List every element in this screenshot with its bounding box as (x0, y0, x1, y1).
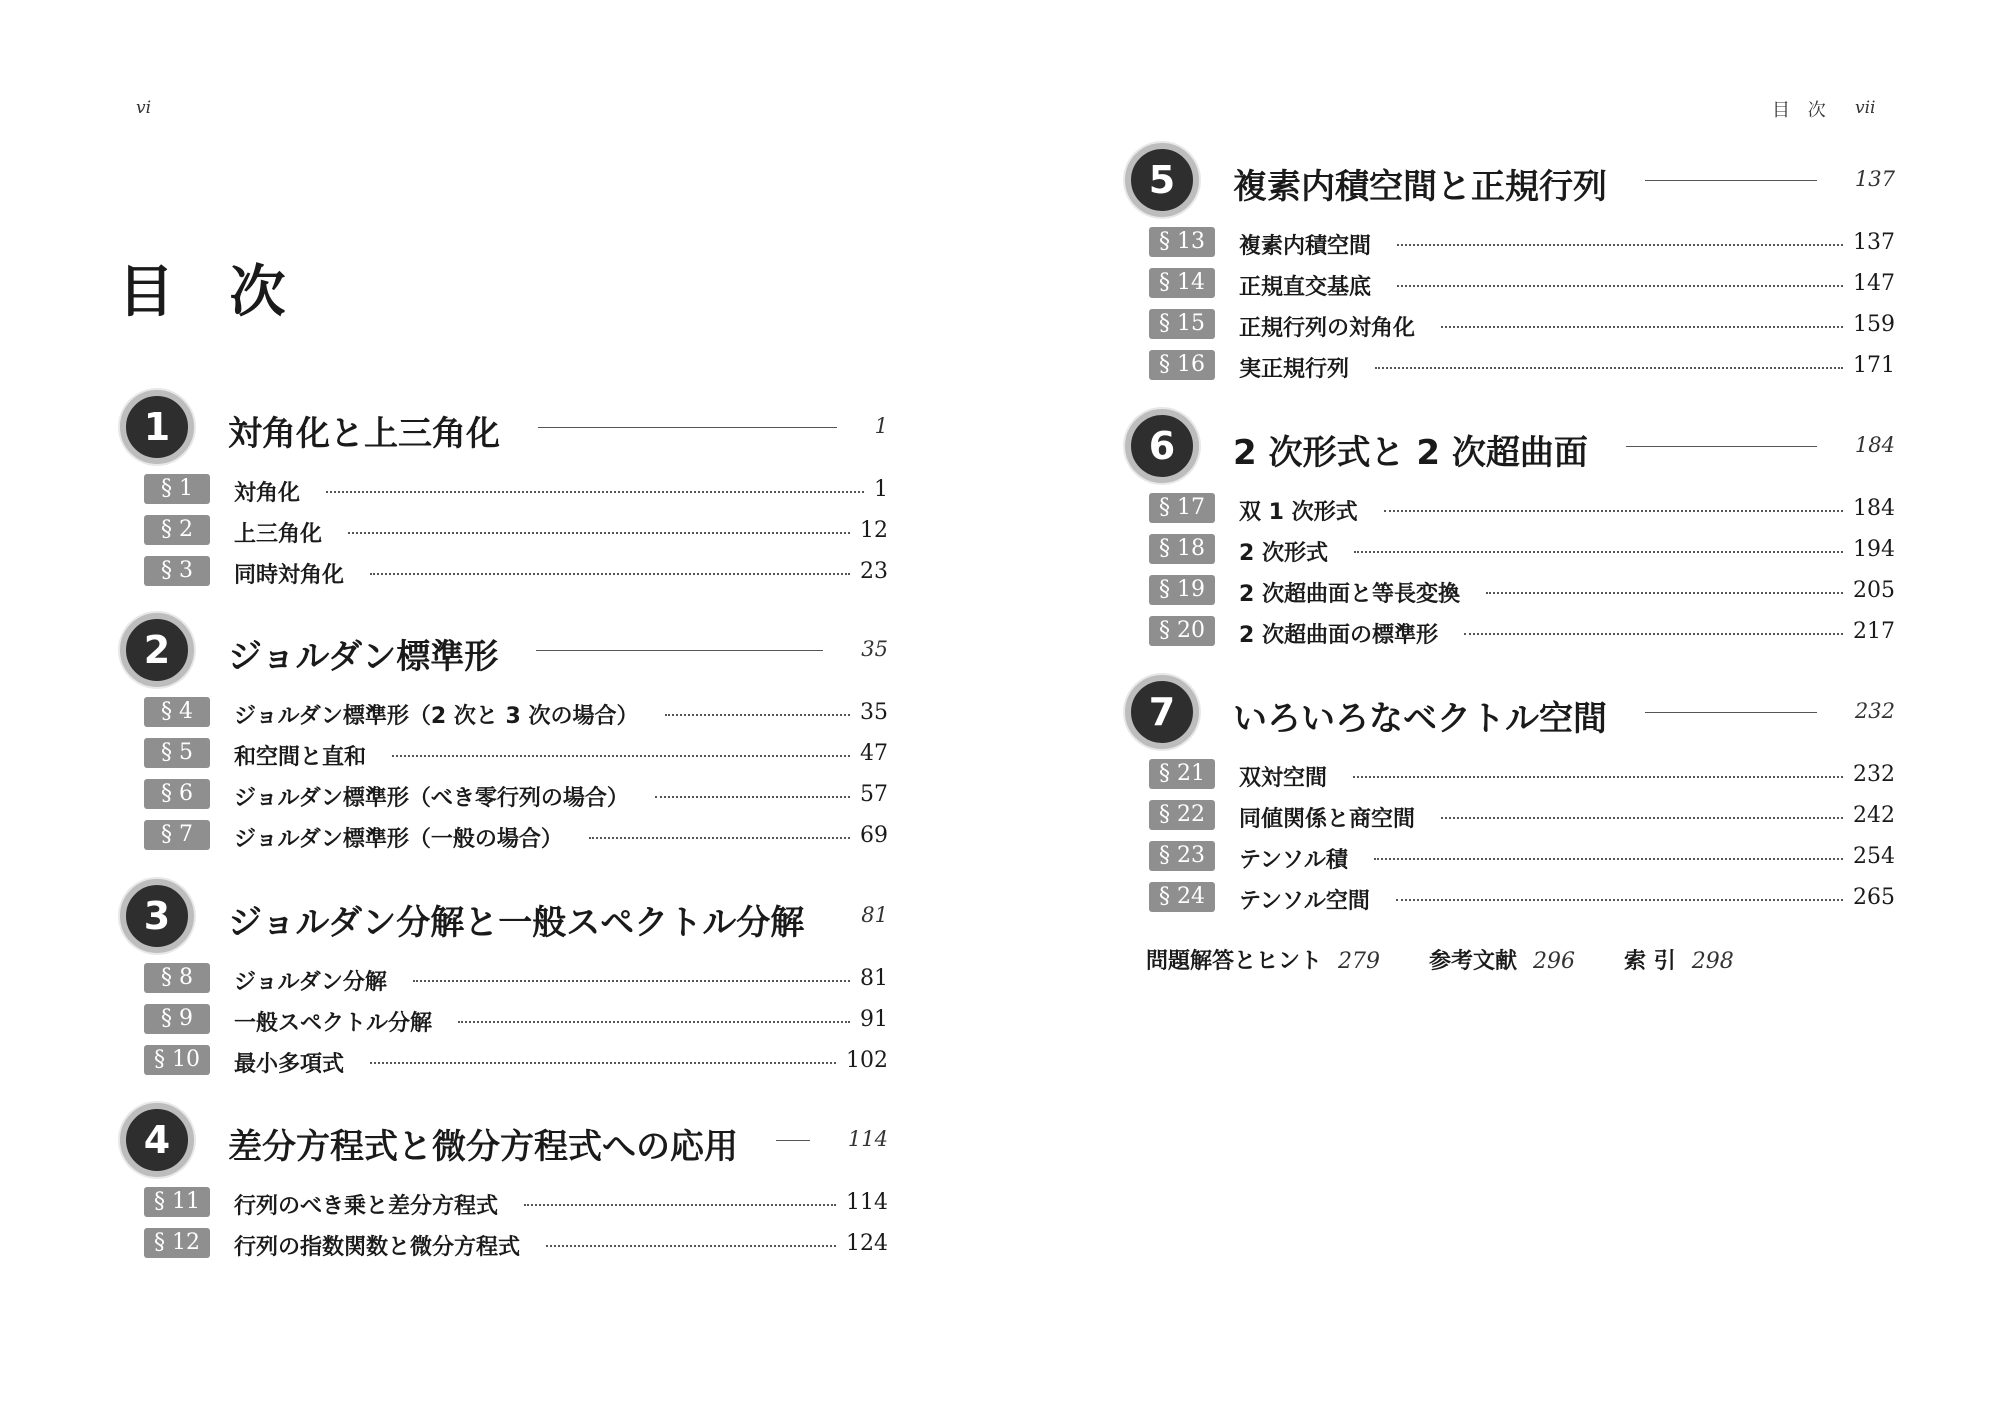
section-page-number: 91 (860, 1007, 888, 1032)
chapter-page-number: 184 (1854, 433, 1895, 457)
chapter-page-number: 114 (847, 1127, 888, 1151)
section-number-badge: § 3 (144, 556, 210, 586)
chapter-title: 差分方程式と微分方程式への応用 (228, 1127, 738, 1167)
chapter-page-number: 81 (861, 903, 888, 927)
section-page-number: 124 (846, 1231, 888, 1256)
section-title: 最小多項式 (234, 1052, 345, 1077)
section-page-number: 171 (1853, 353, 1895, 378)
running-head: 目 次 (1772, 100, 1832, 121)
chapter-number-badge: 7 (1125, 675, 1199, 749)
chapter-number-badge: 3 (120, 879, 194, 953)
chapter-block (120, 613, 888, 857)
chapter-title: 2 次形式と 2 次超曲面 (1233, 433, 1588, 473)
section-title: ジョルダン標準形（一般の場合） (234, 827, 563, 852)
chapter-title: ジョルダン標準形 (228, 637, 499, 677)
backmatter (1146, 944, 1776, 975)
section-page-number: 137 (1853, 230, 1895, 255)
chapter-number-badge: 2 (120, 613, 194, 687)
chapter-heading[interactable] (1125, 409, 1895, 489)
section-number-badge: § 9 (144, 1004, 210, 1034)
section-entry[interactable] (1125, 755, 1895, 796)
section-title: 和空間と直和 (234, 745, 367, 770)
section-title: ジョルダン分解 (234, 970, 387, 995)
section-entry[interactable] (120, 1183, 888, 1224)
section-title: 実正規行列 (1239, 357, 1350, 382)
section-entry[interactable] (1125, 571, 1895, 612)
section-page-number: 265 (1853, 885, 1895, 910)
section-number-badge: § 2 (144, 515, 210, 545)
chapter-number-badge: 6 (1125, 409, 1199, 483)
section-number-badge: § 6 (144, 779, 210, 809)
dot-leader (1441, 817, 1843, 819)
section-entry[interactable] (1125, 612, 1895, 653)
section-entry[interactable] (1125, 264, 1895, 305)
chapter-page-number: 232 (1854, 699, 1895, 723)
section-title: ジョルダン標準形（べき零行列の場合） (234, 786, 629, 811)
section-entry[interactable] (1125, 530, 1895, 571)
chapter-leader-rule (536, 650, 823, 651)
dot-leader (665, 714, 850, 716)
section-entry[interactable] (120, 1041, 888, 1082)
chapter-page-number: 1 (874, 414, 888, 438)
dot-leader (326, 491, 864, 493)
section-number-badge: § 1 (144, 474, 210, 504)
backmatter-item[interactable]: 参考文献 296 (1429, 949, 1576, 974)
section-entry[interactable] (120, 734, 888, 775)
section-page-number: 102 (846, 1048, 888, 1073)
section-page-number: 69 (860, 823, 888, 848)
section-number-badge: § 21 (1149, 759, 1215, 789)
section-title: 双対空間 (1239, 766, 1328, 791)
dot-leader (458, 1021, 850, 1023)
chapter-block (120, 879, 888, 1082)
dot-leader (370, 573, 850, 575)
section-page-number: 114 (846, 1190, 888, 1215)
chapter-page-number: 35 (861, 637, 888, 661)
section-number-badge: § 4 (144, 697, 210, 727)
section-title: 正規行列の対角化 (1239, 316, 1416, 341)
section-number-badge: § 19 (1149, 575, 1215, 605)
chapter-heading[interactable] (120, 613, 888, 693)
chapter-heading[interactable] (1125, 143, 1895, 223)
section-entry[interactable] (1125, 489, 1895, 530)
section-title: テンソル積 (1239, 848, 1348, 873)
chapter-heading[interactable] (120, 390, 888, 470)
dot-leader (392, 755, 850, 757)
chapter-leader-rule (776, 1140, 810, 1141)
section-title: 2 次超曲面の標準形 (1239, 623, 1438, 648)
chapter-heading[interactable] (120, 879, 888, 959)
section-page-number: 254 (1853, 844, 1895, 869)
section-page-number: 47 (860, 741, 888, 766)
section-title: 2 次超曲面と等長変換 (1239, 582, 1460, 607)
dot-leader (413, 980, 850, 982)
section-page-number: 242 (1853, 803, 1895, 828)
section-page-number: 12 (860, 518, 888, 543)
dot-leader (1375, 367, 1843, 369)
section-title: 一般スペクトル分解 (234, 1011, 433, 1036)
dot-leader (370, 1062, 836, 1064)
chapter-number-badge: 5 (1125, 143, 1199, 217)
section-entry[interactable] (120, 775, 888, 816)
section-title: テンソル空間 (1239, 889, 1370, 914)
section-title: 行列の指数関数と微分方程式 (234, 1235, 521, 1260)
section-entry[interactable] (120, 511, 888, 552)
section-title: 2 次形式 (1239, 541, 1328, 566)
section-title: 双 1 次形式 (1239, 500, 1358, 525)
section-entry[interactable] (120, 552, 888, 593)
chapter-block (120, 1103, 888, 1265)
section-number-badge: § 13 (1149, 227, 1215, 257)
section-number-badge: § 18 (1149, 534, 1215, 564)
section-page-number: 147 (1853, 271, 1895, 296)
section-entry[interactable] (120, 1000, 888, 1041)
dot-leader (655, 796, 850, 798)
section-number-badge: § 5 (144, 738, 210, 768)
section-page-number: 159 (1853, 312, 1895, 337)
section-number-badge: § 14 (1149, 268, 1215, 298)
section-page-number: 194 (1853, 537, 1895, 562)
section-number-badge: § 15 (1149, 309, 1215, 339)
section-entry[interactable] (120, 959, 888, 1000)
chapter-leader-rule (1645, 180, 1817, 181)
dot-leader (1486, 592, 1843, 594)
section-entry[interactable] (1125, 796, 1895, 837)
section-page-number: 57 (860, 782, 888, 807)
section-page-number: 184 (1853, 496, 1895, 521)
chapter-leader-rule (1645, 712, 1817, 713)
section-title: 同値関係と商空間 (1239, 807, 1416, 832)
section-number-badge: § 12 (144, 1228, 210, 1258)
section-entry[interactable] (120, 1224, 888, 1265)
section-number-badge: § 24 (1149, 882, 1215, 912)
section-page-number: 23 (860, 559, 888, 584)
section-title: ジョルダン標準形（2 次と 3 次の場合） (234, 704, 639, 729)
dot-leader (1397, 244, 1843, 246)
section-entry[interactable] (120, 470, 888, 511)
section-page-number: 217 (1853, 619, 1895, 644)
section-page-number: 1 (874, 477, 888, 502)
dot-leader (1396, 899, 1843, 901)
chapter-number-badge: 1 (120, 390, 194, 464)
section-title: 対角化 (234, 481, 301, 506)
section-number-badge: § 17 (1149, 493, 1215, 523)
chapter-title: ジョルダン分解と一般スペクトル分解 (228, 903, 805, 943)
chapter-title: 対角化と上三角化 (228, 414, 500, 454)
section-entry[interactable] (1125, 305, 1895, 346)
section-number-badge: § 7 (144, 820, 210, 850)
section-title: 上三角化 (234, 522, 323, 547)
backmatter-item[interactable]: 問題解答とヒント 279 (1146, 949, 1381, 974)
section-entry[interactable] (1125, 878, 1895, 919)
dot-leader (1354, 551, 1843, 553)
section-page-number: 35 (860, 700, 888, 725)
chapter-title: 複素内積空間と正規行列 (1233, 167, 1607, 207)
chapter-block (120, 390, 888, 593)
dot-leader (348, 532, 850, 534)
section-entry[interactable] (1125, 837, 1895, 878)
dot-leader (1384, 510, 1843, 512)
dot-leader (1374, 858, 1843, 860)
chapter-page-number: 137 (1854, 167, 1895, 191)
section-page-number: 81 (860, 966, 888, 991)
section-title: 同時対角化 (234, 563, 345, 588)
backmatter-item[interactable]: 索 引 298 (1624, 949, 1734, 974)
chapter-number-badge: 4 (120, 1103, 194, 1177)
dot-leader (1464, 633, 1843, 635)
section-entry[interactable] (120, 816, 888, 857)
section-number-badge: § 8 (144, 963, 210, 993)
chapter-block (1125, 675, 1895, 919)
section-number-badge: § 22 (1149, 800, 1215, 830)
section-number-badge: § 16 (1149, 350, 1215, 380)
section-title: 行列のべき乗と差分方程式 (234, 1194, 499, 1219)
section-title: 正規直交基底 (1239, 275, 1372, 300)
section-page-number: 205 (1853, 578, 1895, 603)
dot-leader (1441, 326, 1843, 328)
chapter-block (1125, 409, 1895, 653)
chapter-heading[interactable] (120, 1103, 888, 1183)
chapter-title: いろいろなベクトル空間 (1233, 699, 1607, 739)
section-entry[interactable] (1125, 346, 1895, 387)
chapter-heading[interactable] (1125, 675, 1895, 755)
section-number-badge: § 23 (1149, 841, 1215, 871)
chapter-leader-rule (1626, 446, 1817, 447)
section-page-number: 232 (1853, 762, 1895, 787)
left-folio: vi (136, 98, 152, 118)
chapter-block (1125, 143, 1895, 387)
section-title: 複素内積空間 (1239, 234, 1372, 259)
dot-leader (1397, 285, 1843, 287)
section-number-badge: § 20 (1149, 616, 1215, 646)
dot-leader (524, 1204, 836, 1206)
toc-title: 目 次 (118, 260, 304, 325)
dot-leader (589, 837, 850, 839)
right-folio: vii (1855, 98, 1876, 118)
section-entry[interactable] (120, 693, 888, 734)
section-number-badge: § 10 (144, 1045, 210, 1075)
dot-leader (1353, 776, 1843, 778)
section-number-badge: § 11 (144, 1187, 210, 1217)
chapter-leader-rule (538, 427, 837, 428)
dot-leader (546, 1245, 836, 1247)
section-entry[interactable] (1125, 223, 1895, 264)
